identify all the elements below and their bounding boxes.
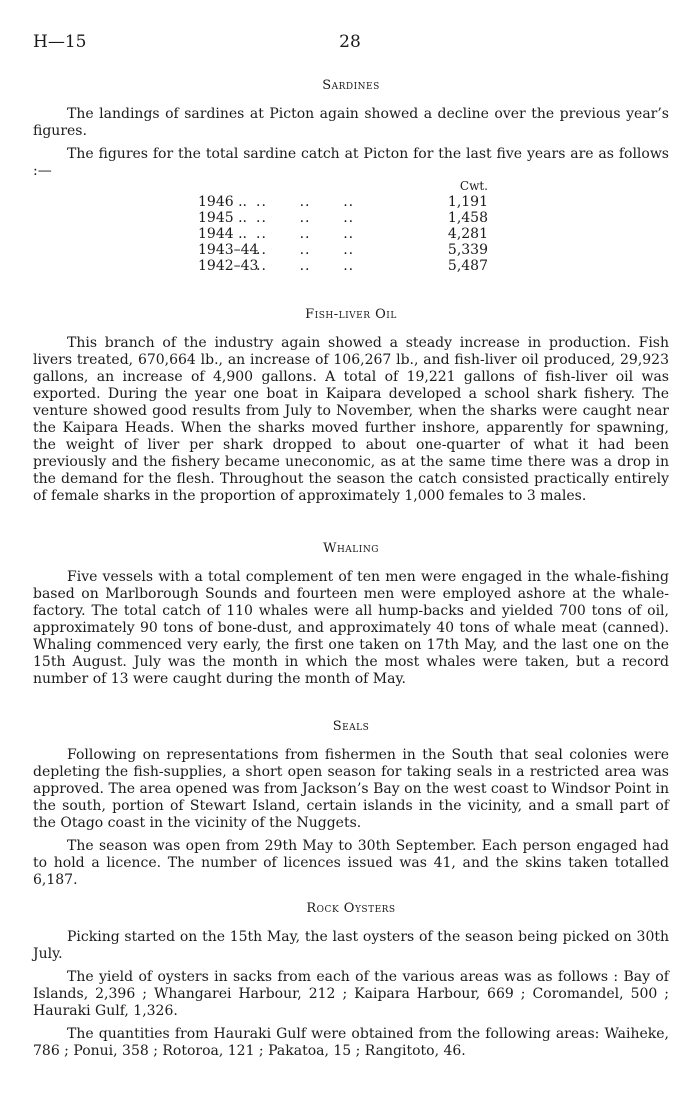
unit-label: Cwt. <box>459 179 488 193</box>
sardines-paragraph-2: The figures for the total sardine catch at Picton for the last five years are as follows :— <box>33 146 669 179</box>
seals-paragraph-2: The season was open from 29th May to 30th September. Each person engaged had to hold a licence. The number of licences issued was 41, and the skins taken totalled 6,187. <box>33 838 669 888</box>
row-leader-dots: .. .. .. <box>256 210 355 226</box>
row-year: 1943–44 <box>198 242 259 258</box>
whaling-heading: Whaling <box>323 541 379 556</box>
row-year: 1946 .. <box>198 194 247 210</box>
fish-liver-oil-paragraph: This branch of the industry again showed a steady increase in production. Fish livers treated, 670,664 lb., an increase of 106,267 lb., and fish-liver oil produced, 29,923 gallons, an increase of 4,900 gallons. A total of 19,221 gallons of fish-liver oil was exported. During the year one boat in Kaipara developed a school shark fishery. The venture showed good results from July to November, when the sharks were caught near the Kaipara Heads. When the sharks moved further inshore, apparently for spawning, the weight of liver per shark dropped to about one-quarter of what it had been previously and the fishery became uneconomic, as at the same time there was a drop in the demand for the flesh. Throughout the season the catch consisted practically entirely of female sharks in the proportion of approximately 1,000 females to 3 males. <box>33 335 669 504</box>
rock-oysters-paragraph-1: Picking started on the 15th May, the last oysters of the season being picked on 30th July. <box>33 929 669 962</box>
table-row <box>198 194 488 210</box>
row-leader-dots: .. .. .. <box>256 194 355 210</box>
report-code: H—15 <box>33 32 87 52</box>
table-row <box>198 226 488 242</box>
whaling-section <box>33 540 669 694</box>
row-leader-dots: .. .. .. <box>256 242 355 258</box>
table-row <box>198 242 488 258</box>
fish-liver-oil-heading: Fish-liver Oil <box>305 307 397 322</box>
row-year: 1945 .. <box>198 210 247 226</box>
rock-oysters-section <box>33 900 669 1066</box>
row-leader-dots: .. .. .. <box>256 226 355 242</box>
fish-liver-oil-section <box>33 306 669 511</box>
row-value: 5,487 <box>447 258 488 274</box>
table-row <box>198 210 488 226</box>
row-value: 1,191 <box>447 194 488 210</box>
row-leader-dots: .. .. .. <box>256 258 355 274</box>
sardines-section <box>33 77 669 186</box>
seals-paragraph-1: Following on representations from fishermen in the South that seal colonies were depleting the fish-supplies, a short open season for taking seals in a restricted area was approved. The area opened was from Jackson’s Bay on the west coast to Windsor Point in the south, portion of Stewart Island, certain islands in the vicinity, and a small part of the Otago coast in the vicinity of the Nuggets. <box>33 747 669 831</box>
table-row <box>198 258 488 274</box>
row-value: 1,458 <box>447 210 488 226</box>
table-header-row <box>198 178 488 194</box>
sardines-paragraph-1: The landings of sardines at Picton again showed a decline over the previous year’s figures. <box>33 106 669 139</box>
sardines-heading: Sardines <box>322 78 380 93</box>
page-number: 28 <box>339 32 361 52</box>
rock-oysters-paragraph-2: The yield of oysters in sacks from each of the various areas was as follows : Bay of Islands, 2,396 ; Whangarei Harbour, 212 ; Kaipara Harbour, 669 ; Coromandel, 500 ; Hauraki Gulf, 1,326. <box>33 969 669 1019</box>
row-year: 1944 .. <box>198 226 247 242</box>
row-value: 4,281 <box>447 226 488 242</box>
seals-section <box>33 718 669 895</box>
row-year: 1942–43 <box>198 258 259 274</box>
whaling-paragraph: Five vessels with a total complement of ten men were engaged in the whale-fishing based on Marlborough Sounds and fourteen men were employed ashore at the whale-factory. The total catch of 110 whales were all hump-backs and yielded 700 tons of oil, approximately 90 tons of bone-dust, and approximately 40 tons of whale meat (canned). Whaling commenced very early, the first one taken on 17th May, and the last one on the 15th August. July was the month in which the most whales were taken, but a record number of 13 were caught during the month of May. <box>33 569 669 687</box>
rock-oysters-heading: Rock Oysters <box>306 901 396 916</box>
seals-heading: Seals <box>332 719 370 734</box>
sardine-catch-table <box>198 178 488 274</box>
row-value: 5,339 <box>447 242 488 258</box>
rock-oysters-paragraph-3: The quantities from Hauraki Gulf were obtained from the following areas: Waiheke, 786 ; Ponui, 358 ; Rotoroa, 121 ; Pakatoa, 15 ; Rangitoto, 46. <box>33 1026 669 1059</box>
